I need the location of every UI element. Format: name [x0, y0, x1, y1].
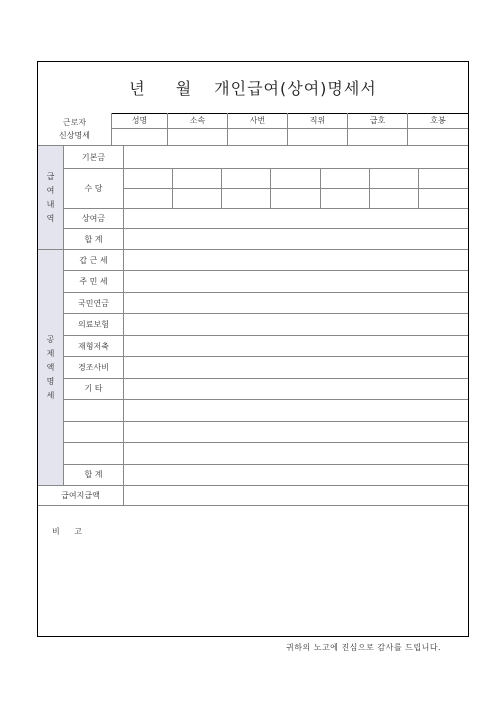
deduction-row-value[interactable]: [124, 336, 468, 357]
deduction-row-label: 국민연금: [64, 293, 124, 314]
deduction-section-label: [38, 250, 64, 486]
pay-side-char-2: 여: [46, 185, 55, 195]
value-step[interactable]: [408, 129, 468, 146]
employee-info-label: [38, 113, 112, 146]
allowance-cell[interactable]: [370, 189, 419, 209]
deduction-row-value[interactable]: [124, 443, 468, 464]
deduction-side-char-4: 명: [46, 376, 55, 386]
deduction-row-value[interactable]: [124, 422, 468, 443]
deduction-row-label: 주 민 세: [64, 271, 124, 292]
header-name: 성명: [112, 113, 168, 129]
bonus-value[interactable]: [124, 209, 468, 229]
allowance-cell[interactable]: [321, 189, 370, 209]
allowance-label: 수 당: [64, 169, 124, 209]
deduction-total-value[interactable]: [124, 465, 468, 486]
deduction-side-char-3: 액: [46, 362, 55, 372]
allowance-cell[interactable]: [271, 169, 320, 189]
allowance-cell[interactable]: [419, 189, 468, 209]
allowance-cell[interactable]: [370, 169, 419, 189]
deduction-row-label: [64, 443, 124, 464]
pay-section-label: [38, 146, 64, 250]
deduction-row-label: [64, 422, 124, 443]
deduction-row-value[interactable]: [124, 314, 468, 335]
payslip-form: [37, 61, 469, 637]
deduction-row-label: [64, 400, 124, 421]
pay-total-label: 합 계: [64, 229, 124, 250]
deduction-row-label: 재형저축: [64, 336, 124, 357]
base-pay-value[interactable]: [124, 146, 468, 169]
header-employee-no: 사번: [228, 113, 288, 129]
allowance-cell[interactable]: [419, 169, 468, 189]
value-position[interactable]: [288, 129, 348, 146]
pay-side-char-1: 급: [46, 171, 55, 181]
pay-total-value[interactable]: [124, 229, 468, 250]
bonus-label: 상여금: [64, 209, 124, 229]
deduction-total-label: 합 계: [64, 465, 124, 486]
deduction-side-char-5: 세: [46, 390, 55, 400]
net-pay-value[interactable]: [124, 486, 468, 506]
employee-info-label-line1: 근로자: [62, 118, 87, 127]
employee-info-label-line2: 신상명세: [59, 131, 90, 140]
footer-message: 귀하의 노고에 진심으로 감사를 드립니다.: [286, 643, 442, 652]
allowance-cell[interactable]: [321, 169, 370, 189]
net-pay-label: 급여지급액: [38, 486, 124, 506]
deduction-row-value[interactable]: [124, 293, 468, 314]
remarks-label: 비 고: [52, 527, 88, 536]
deduction-row-value[interactable]: [124, 250, 468, 271]
header-step: 호봉: [408, 113, 468, 129]
deduction-row-label: 갑 근 세: [64, 250, 124, 271]
allowance-cell[interactable]: [173, 189, 222, 209]
allowance-cell[interactable]: [173, 169, 222, 189]
allowance-cell[interactable]: [271, 189, 320, 209]
allowance-cell[interactable]: [124, 169, 173, 189]
pay-side-char-3: 내: [46, 199, 55, 209]
deduction-row-label: 의료보험: [64, 314, 124, 335]
deduction-row-label: 기 타: [64, 379, 124, 400]
value-grade[interactable]: [348, 129, 408, 146]
deduction-side-char-2: 제: [46, 348, 55, 358]
deduction-row-value[interactable]: [124, 357, 468, 378]
header-position: 직위: [288, 113, 348, 129]
deduction-row-label: 경조사비: [64, 357, 124, 378]
deduction-row-value[interactable]: [124, 379, 468, 400]
base-pay-label: 기본금: [64, 146, 124, 169]
title-text: 개인급여(상여)명세서: [214, 79, 377, 98]
header-department: 소속: [168, 113, 228, 129]
value-name[interactable]: [112, 129, 168, 146]
value-employee-no[interactable]: [228, 129, 288, 146]
month-label: 월: [175, 79, 193, 98]
allowance-cell[interactable]: [222, 189, 271, 209]
value-department[interactable]: [168, 129, 228, 146]
deduction-row-value[interactable]: [124, 400, 468, 421]
deduction-side-char-1: 공: [46, 334, 55, 344]
year-label: 년: [129, 79, 146, 98]
header-grade: 급호: [348, 113, 408, 129]
deduction-row-value[interactable]: [124, 271, 468, 292]
allowance-cell[interactable]: [222, 169, 271, 189]
allowance-cell[interactable]: [124, 189, 173, 209]
form-title: [38, 62, 468, 114]
pay-side-char-4: 역: [46, 213, 55, 223]
